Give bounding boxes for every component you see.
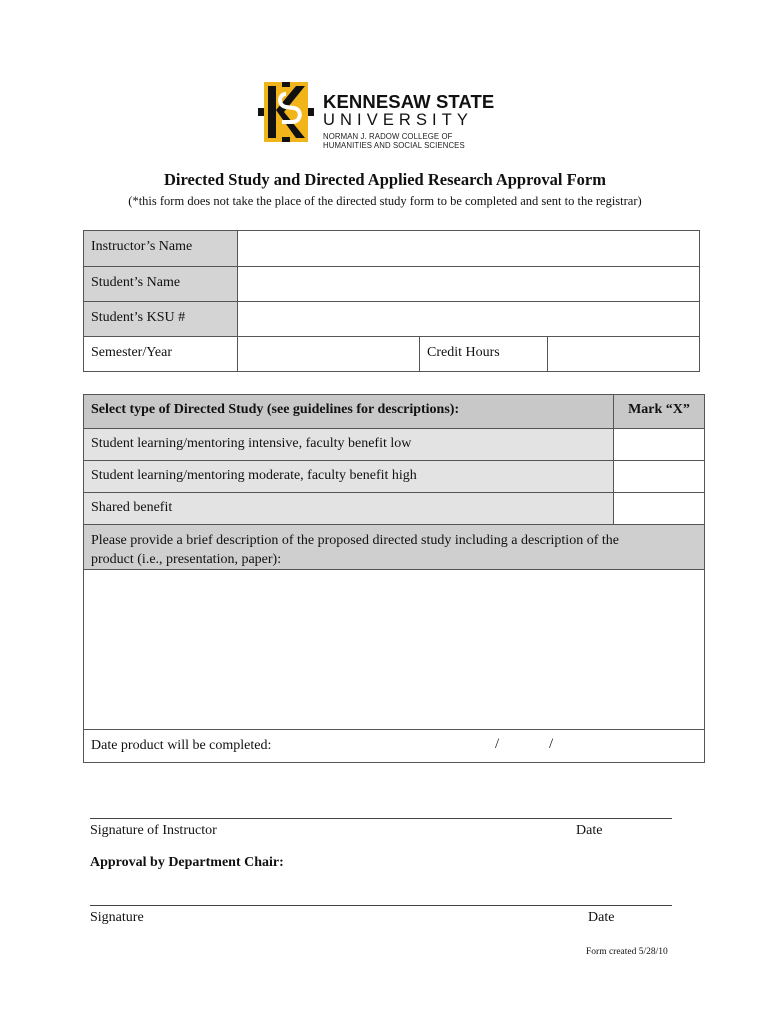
student-name-field[interactable] <box>238 267 699 301</box>
study-type-mark-field[interactable] <box>614 493 704 524</box>
form-subtitle: (*this form does not take the place of the directed study form to be completed and sent to the registrar) <box>128 194 642 208</box>
ksu-monogram-icon <box>256 80 316 144</box>
semester-row <box>84 336 699 371</box>
study-type-mark-field[interactable] <box>614 461 704 492</box>
study-type-header: Select type of Directed Study (see guidelines for descriptions): <box>84 395 614 428</box>
date-separator: / <box>495 736 500 752</box>
chair-signature-label: Signature <box>90 910 144 925</box>
approval-heading: Approval by Department Chair: <box>90 855 284 870</box>
instructor-signature-label: Signature of Instructor <box>90 823 217 838</box>
completion-date-row <box>84 729 704 762</box>
completion-date-label: Date product will be completed: <box>91 738 272 753</box>
logo-university-name: KENNESAW STATE <box>323 91 495 112</box>
study-type-row <box>84 428 704 460</box>
study-type-option-label: Student learning/mentoring moderate, faculty benefit high <box>84 461 614 492</box>
description-field[interactable] <box>84 569 704 729</box>
ksu-number-label: Student’s KSU # <box>84 302 238 336</box>
credit-hours-label: Credit Hours <box>419 337 548 371</box>
study-type-option-label: Shared benefit <box>84 493 614 524</box>
logo-university-word: UNIVERSITY <box>323 111 474 129</box>
logo-college-name <box>323 132 465 150</box>
description-prompt: Please provide a brief description of the proposed directed study including a description of the product (i.e., presentation, paper): <box>84 524 704 569</box>
ksu-number-field[interactable] <box>238 302 699 336</box>
study-type-header-row <box>84 395 704 428</box>
logo-college-line2: HUMANITIES AND SOCIAL SCIENCES <box>323 141 465 151</box>
instructor-name-field[interactable] <box>238 231 699 266</box>
student-row <box>84 266 699 301</box>
study-type-option-label: Student learning/mentoring intensive, faculty benefit low <box>84 429 614 460</box>
semester-year-label: Semester/Year <box>84 337 238 371</box>
student-name-label: Student’s Name <box>84 267 238 301</box>
logo-college-line1: NORMAN J. RADOW COLLEGE OF <box>323 132 453 141</box>
ksu-row <box>84 301 699 336</box>
study-type-row <box>84 460 704 492</box>
form-title: Directed Study and Directed Applied Research Approval Form <box>164 170 606 189</box>
study-type-mark-field[interactable] <box>614 429 704 460</box>
ksu-logo <box>256 80 506 150</box>
chair-date-label: Date <box>588 910 615 925</box>
instructor-date-label: Date <box>576 823 603 838</box>
instructor-signature-line[interactable] <box>90 818 672 819</box>
chair-signature-line[interactable] <box>90 905 672 906</box>
study-type-table <box>83 394 705 763</box>
date-separator: / <box>549 736 554 752</box>
form-created-note: Form created 5/28/10 <box>586 947 668 957</box>
credit-hours-field[interactable] <box>548 337 699 371</box>
info-table <box>83 230 700 372</box>
instructor-name-label: Instructor’s Name <box>84 231 238 266</box>
study-type-row <box>84 492 704 524</box>
mark-header: Mark “X” <box>628 402 690 417</box>
instructor-row <box>84 231 699 266</box>
